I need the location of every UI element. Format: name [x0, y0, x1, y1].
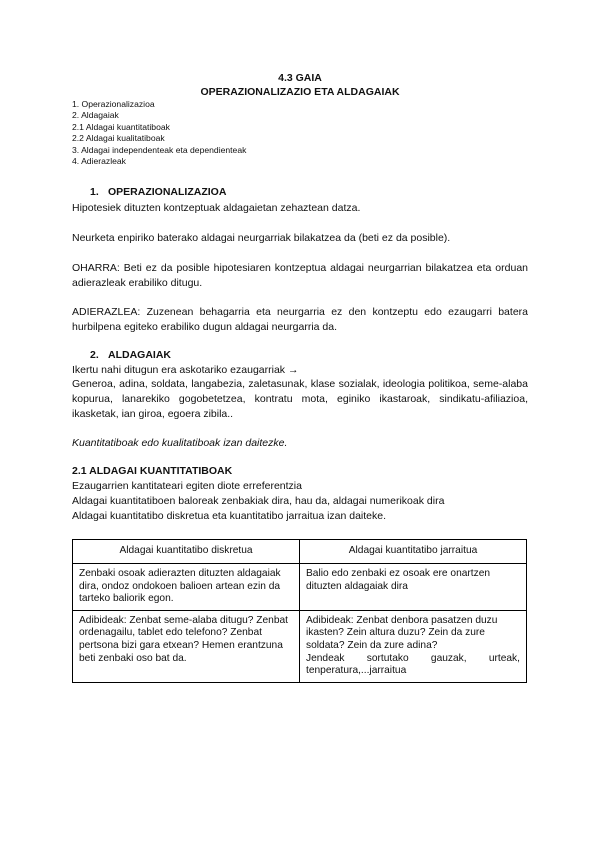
justified-line: [306, 653, 520, 666]
table-cell: Balio edo zenbaki ez osoak ere onartzen dituzten aldagaiak dira: [300, 564, 527, 611]
paragraph: Aldagai kuantitatibo diskretua eta kuantitatibo jarraitua izan daiteke.: [72, 510, 387, 522]
table-cell: Zenbaki osoak adierazten dituzten aldagaiak dira, ondoz ondokoen balioen artean ezin da tarteko baliorik egon.: [73, 564, 300, 611]
toc-item: 3. Aldagai independenteak eta dependienteak: [72, 144, 247, 155]
section-number: 1.: [90, 186, 99, 198]
paragraph: Ezaugarrien kantitateari egiten diote erreferentzia: [72, 480, 302, 492]
table-cell-text: tenperatura,...jarraitua: [306, 665, 407, 677]
paragraph: Hipotesiek dituzten kontzeptuak aldagaietan zehaztean datza.: [72, 202, 361, 214]
word: sortutako: [366, 652, 409, 664]
paragraph: Neurketa enpiriko baterako aldagai neurgarriak bilakatzea da (beti ez da posible).: [72, 232, 451, 244]
toc-item: 1. Operazionalizazioa: [72, 99, 155, 109]
word: gauzak,: [430, 652, 467, 664]
toc-item: 2. Aldagaiak: [72, 110, 119, 121]
note-paragraph: OHARRA: Beti ez da posible hipotesiaren kontzeptua aldagai neurgarrian bilakatzea eta orduan adierazleak erabiliko ditugu.: [72, 262, 528, 289]
section-heading: OPERAZIONALIZAZIOA: [108, 186, 227, 198]
topic-number: 4.3 GAIA: [278, 72, 322, 84]
page-title: OPERAZIONALIZAZIO ETA ALDAGAIAK: [200, 86, 400, 98]
word: urteak,: [488, 652, 520, 664]
variables-list: Generoa, adina, soldata, langabezia, zaletasunak, klase sozialak, ideologia politikoa, seme-alaba kopurua, lanarekiko gogobetetzea, kontratu mota, eginiko ikastaroak, sindikatu-afiliazioa, ikasketak, ian giroa, egoera zibila..: [72, 378, 528, 420]
table-cell-text: Adibideak: Zenbat denbora pasatzen duzu ikasten? Zein altura duzu? Zein da zure soldata? Zein da zure adina?: [306, 614, 498, 651]
subsection-heading: 2.1 ALDAGAI KUANTITATIBOAK: [72, 465, 233, 477]
section-heading: ALDAGAIAK: [108, 349, 171, 361]
toc-item: 2.1 Aldagai kuantitatiboak: [72, 121, 170, 132]
table-cell: [300, 610, 527, 682]
indicator-paragraph: ADIERAZLEA: Zuzenean behagarria eta neurgarria ez den kontzeptu edo ezaugarri batera hurbilpena egiteko erabiliko dugun aldagai neurgarria da.: [72, 306, 528, 333]
paragraph: Ikertu nahi ditugun era askotariko ezaugarriak →: [72, 364, 299, 376]
paragraph: Aldagai kuantitatiboen baloreak zenbakiak dira, hau da, aldagai numerikoak dira: [72, 495, 445, 507]
table-of-contents: [72, 99, 246, 167]
word: Jendeak: [306, 652, 345, 664]
section-number: 2.: [90, 349, 99, 361]
italic-note: Kuantitatiboak edo kualitatiboak izan daitezke.: [72, 437, 288, 449]
table-cell: Adibideak: Zenbat seme-alaba ditugu? Zenbat ordenagailu, tablet edo telefono? Zenbat pertsona bizi gara etxean? Hemen erantzuna beti zenbaki oso bat da.: [73, 610, 300, 682]
table-header-continuous: Aldagai kuantitatibo jarraitua: [300, 540, 527, 564]
table-header-discrete: Aldagai kuantitatibo diskretua: [73, 540, 300, 564]
toc-item: 2.2 Aldagai kualitatiboak: [72, 133, 165, 144]
comparison-table: [72, 539, 527, 683]
toc-item: 4. Adierazleak: [72, 156, 126, 167]
